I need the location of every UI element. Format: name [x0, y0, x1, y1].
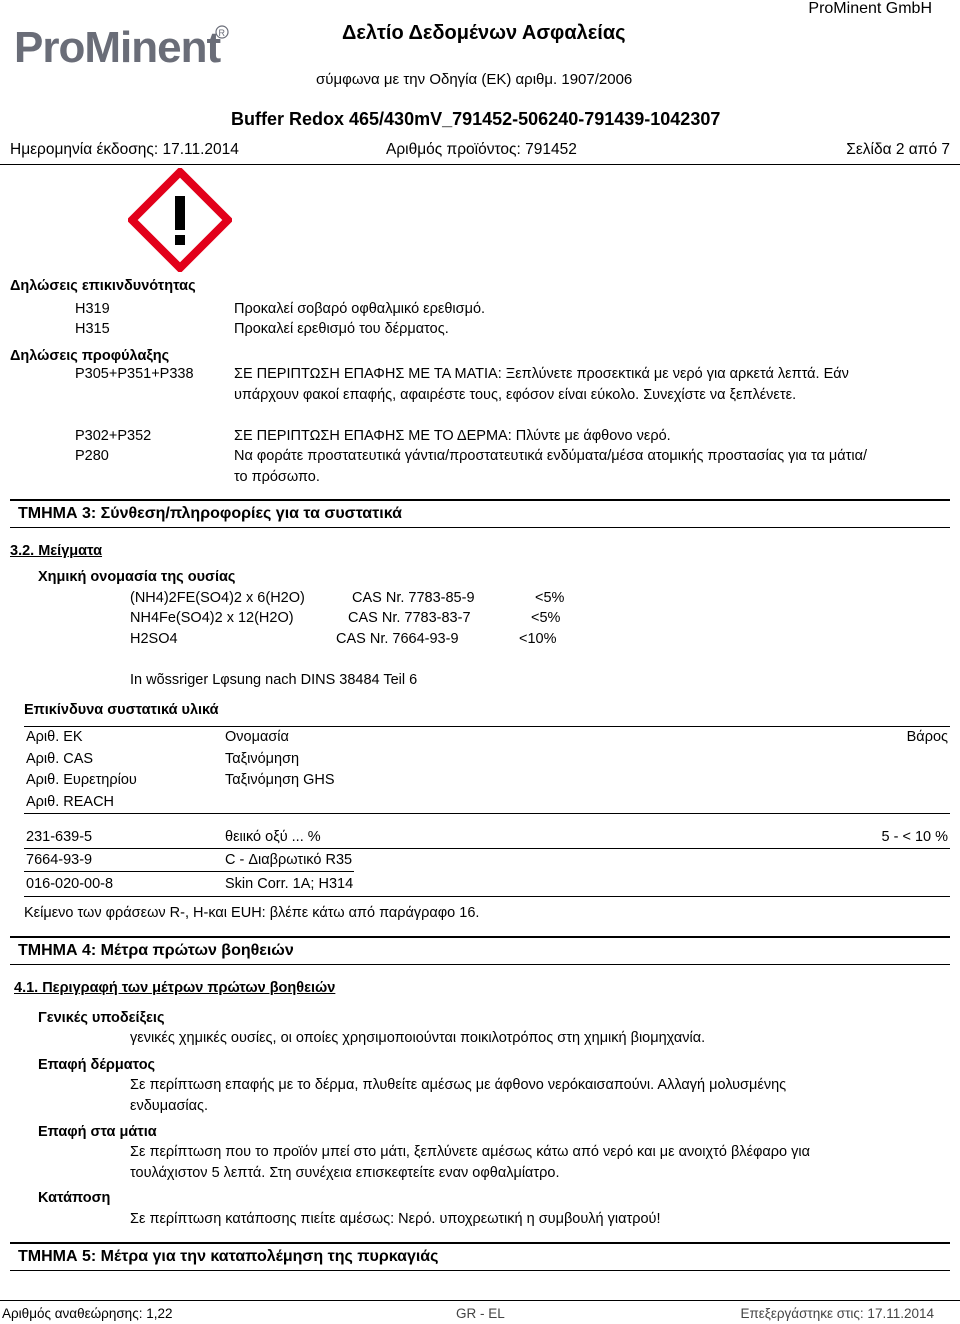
subsection-3-2: 3.2. Μείγματα — [10, 543, 103, 559]
chemical-percent: <10% — [519, 631, 557, 647]
exclamation-mark-ghs07-icon — [128, 168, 232, 272]
chemical-name: H2SO4 — [130, 631, 178, 647]
table-header-rule — [24, 813, 950, 814]
section-4-header — [10, 936, 950, 965]
table-header-cas: Αριθ. CAS — [26, 751, 94, 767]
table-row-rule — [24, 848, 950, 849]
table-bottom-rule — [24, 896, 950, 897]
document-title: Δελτίο Δεδομένων Ασφαλείας — [342, 22, 626, 44]
first-aid-text: Σε περίπτωση που το προϊόν μπεί στο μάτι, ξεπλύνετε αμέσως κάτω από νερό και με ανοιχτό βλέφαρο για τουλάχιστον 5 λεπτά. Στη συνέχεια επισκεφτείτε εναν οφθαλμίατρο. — [130, 1144, 810, 1181]
section-5-title: ΤΜΗΜΑ 5: Μέτρα για την καταπολέμηση της πυρκαγιάς — [18, 1248, 439, 1265]
table-cell: C - Διαβρωτικό R35 — [225, 852, 353, 868]
first-aid-text: Σε περίπτωση επαφής με το δέρμα, πλυθείτε αμέσως με άφθονο νερόκαισαπούνι. Αλλαγή μολυσμένης ενδυμασίας. — [130, 1077, 787, 1114]
chemical-cas: CAS Nr. 7664-93-9 — [336, 631, 459, 647]
table-header-ec: Αριθ. ΕΚ — [26, 729, 83, 745]
hazard-text: Προκαλεί σοβαρό οφθαλμικό ερεθισμό. — [234, 301, 486, 317]
issue-date: Ημερομηνία έκδοσης: 17.11.2014 — [10, 141, 239, 158]
table-header-reach: Αριθ. REACH — [26, 794, 115, 810]
chemical-percent: <5% — [531, 610, 561, 626]
precaution-code: P302+P352 — [75, 428, 152, 444]
first-aid-label: Γενικές υποδείξεις — [38, 1010, 165, 1026]
chemical-cas: CAS Nr. 7783-83-7 — [348, 610, 471, 626]
solution-note: In wõssriger Lφsung nach DINS 38484 Teil 6 — [130, 672, 418, 688]
table-cell: 231-639-5 — [26, 829, 93, 845]
chemical-percent: <5% — [535, 590, 565, 606]
precaution-text: ΣΕ ΠΕΡΙΠΤΩΣΗ ΕΠΑΦΗΣ ΜΕ ΤΟ ΔΕΡΜΑ: Πλύντε με άφθονο νερό. — [234, 428, 671, 444]
section-3-title: ΤΜΗΜΑ 3: Σύνθεση/πληροφορίες για τα συστατικά — [18, 505, 402, 522]
language-code: GR - EL — [456, 1306, 505, 1321]
table-cell: 7664-93-9 — [26, 852, 93, 868]
table-top-rule — [24, 726, 950, 727]
product-name: Buffer Redox 465/430mV_791452-506240-791439-1042307 — [231, 109, 721, 129]
document-subtitle: σύμφωνα με την Οδηγία (ΕΚ) αριθμ. 1907/2006 — [316, 71, 633, 88]
table-header-weight: Βάρος — [906, 729, 948, 745]
table-header-ghs: Ταξινόμηση GHS — [225, 772, 335, 788]
table-cell: θειικό οξύ ... % — [225, 829, 321, 845]
hazard-code: H319 — [75, 301, 110, 317]
precaution-text: ΣΕ ΠΕΡΙΠΤΩΣΗ ΕΠΑΦΗΣ ΜΕ ΤΑ ΜΑΤΙΑ: Ξεπλύνετε προσεκτικά με νερό για αρκετά λεπτά. Εάν υπάρχουν φακοί επαφής, αφαιρέστε τους, εφόσον είναι εύκολο. Συνεχίστε να ξεπλένετε. — [234, 366, 849, 403]
product-number: Αριθμός προϊόντος: 791452 — [386, 141, 577, 158]
precautionary-statements-title: Δηλώσεις προφύλαξης — [10, 348, 170, 364]
section-3-header — [10, 499, 950, 528]
svg-text:R: R — [218, 28, 225, 38]
table-header-index: Αριθ. Ευρετηρίου — [26, 772, 137, 788]
precaution-code: P280 — [75, 448, 109, 464]
chemical-cas: CAS Nr. 7783-85-9 — [352, 590, 475, 606]
header-divider — [0, 164, 960, 165]
table-header-classification: Ταξινόμηση — [225, 751, 300, 767]
first-aid-text: Σε περίπτωση κατάποσης πιείτε αμέσως: Νερό. υποχρεωτική η συμβουλή γιατρού! — [130, 1211, 661, 1227]
table-cell: Skin Corr. 1A; H314 — [225, 876, 354, 892]
chemical-name: (NH4)2FE(SO4)2 x 6(H2O) — [130, 590, 305, 606]
company-name: ProMinent GmbH — [808, 0, 932, 17]
precaution-text: Να φοράτε προστατευτικά γάντια/προστατευτικά ενδύματα/μέσα ατομικής προστασίας για τα μάτια/το πρόσωπο. — [234, 448, 867, 485]
table-cell: 016-020-00-8 — [26, 876, 114, 892]
precaution-code: P305+P351+P338 — [75, 366, 194, 382]
r-phrases-note: Κείμενο των φράσεων R-, H-και EUH: βλέπε κάτω από παράγραφο 16. — [24, 905, 480, 921]
hazardous-components-title: Επικίνδυνα συστατικά υλικά — [24, 702, 219, 718]
chemical-name: NH4Fe(SO4)2 x 12(H2O) — [130, 610, 294, 626]
processed-date: Επεξεργάστηκε στις: 17.11.2014 — [740, 1306, 934, 1321]
section-5-header — [10, 1242, 950, 1271]
revision-number: Αριθμός αναθεώρησης: 1,22 — [2, 1306, 173, 1321]
chemical-name-title: Χημική ονομασία της ουσίας — [38, 569, 236, 585]
first-aid-label: Κατάποση — [38, 1190, 111, 1206]
logo-text: ProMinent — [14, 23, 221, 72]
first-aid-label: Επαφή στα μάτια — [38, 1124, 157, 1140]
first-aid-label: Επαφή δέρματος — [38, 1057, 156, 1073]
subsection-4-1: 4.1. Περιγραφή των μέτρων πρώτων βοηθειών — [14, 980, 336, 996]
footer-divider — [0, 1300, 960, 1301]
hazard-text: Προκαλεί ερεθισμό του δέρματος. — [234, 321, 449, 337]
prominent-logo — [14, 18, 234, 72]
page-number: Σελίδα 2 από 7 — [846, 141, 950, 158]
first-aid-text: γενικές χημικές ουσίες, οι οποίες χρησιμοποιούνται ποικιλοτρόπος στη χημική βιομηχανία. — [130, 1030, 706, 1046]
table-header-name: Ονομασία — [225, 729, 289, 745]
section-4-title: ΤΜΗΜΑ 4: Μέτρα πρώτων βοηθειών — [18, 942, 294, 959]
table-row-rule — [24, 871, 354, 872]
hazard-code: H315 — [75, 321, 110, 337]
table-cell: 5 - < 10 % — [881, 829, 948, 845]
hazard-statements-title: Δηλώσεις επικινδυνότητας — [10, 278, 196, 294]
